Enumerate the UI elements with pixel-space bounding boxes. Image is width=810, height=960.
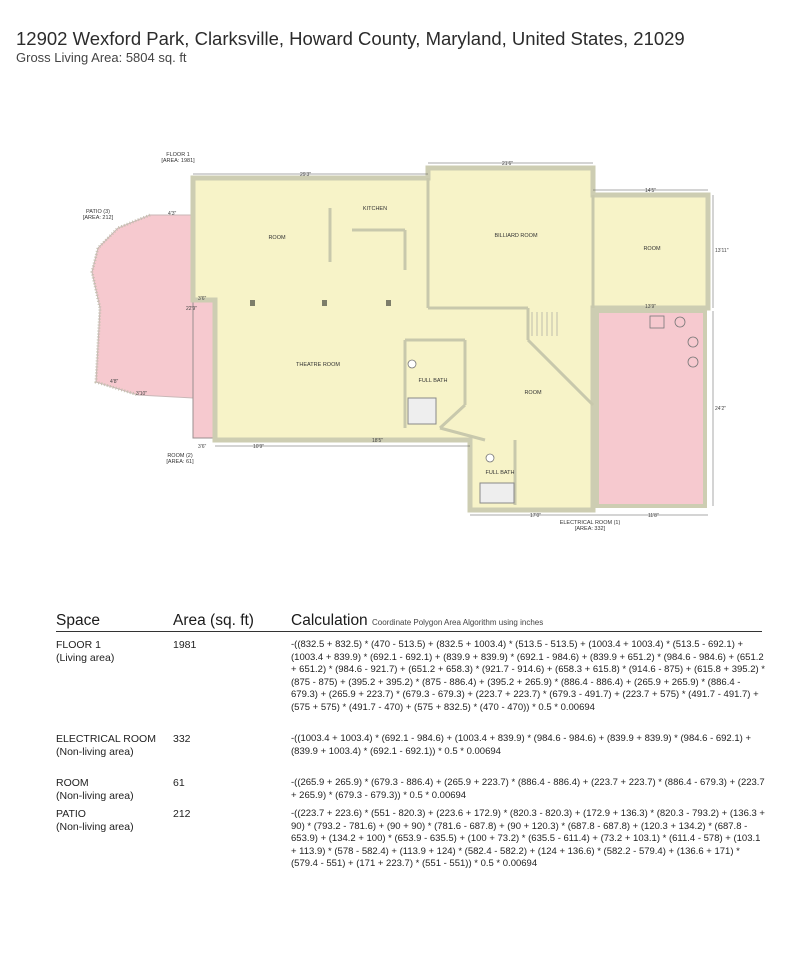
dim-left-height: 22'9" (186, 306, 198, 312)
floor1-label: FLOOR 1 (166, 152, 190, 158)
dim-right-elec: 24'2" (715, 406, 727, 412)
header-calc-label: Calculation (291, 612, 368, 629)
space-calculation: -((223.7 + 223.6) * (551 - 820.3) + (223.6 + 172.9) * (820.3 - 820.3) + (172.9 + 136.3) * (820.3 - 793.2) + (136.3 + 90) * (793.2 - 781.6) + (90 + 90) * (781.6 - 687.8) + (90 + 120.3) * (687.8 - 687.8) + (120.3 + 134.2) * (687.8 - 653.9) + (134.2 + 100) * (653.9 - 635.5) + (100 + 73.2) * (635.5 - 611.4) + (73.2 + 103.1) * (611.4 - 578) + (103.1 + 113.9) * (578 - 582.4) + (113.9 + 124) * (582.4 - 582.2) + (124 + 136.6) * (582.2 - 579.4) + (136.6 + 171) * (579.4 - 551) + (171 + 223.7) * (551 - 551)) * 0.5 * 0.00694 (291, 808, 765, 870)
dim-top-left: 29'3" (300, 172, 312, 178)
dim-room2-bottom: 3'6" (198, 444, 207, 450)
header-calculation (291, 612, 543, 630)
floor1-area-label: [AREA: 1981] (161, 158, 195, 164)
space-name: ROOM (56, 777, 89, 789)
room-a-label: ROOM (268, 235, 286, 241)
theatre-label: THEATRE ROOM (296, 362, 340, 368)
dim-top-right: 14'5" (645, 188, 657, 194)
full-bath-2-label: FULL BATH (485, 470, 515, 476)
dim-right-upper: 13'9" (645, 304, 657, 310)
billiard-label: BILLIARD ROOM (494, 233, 538, 239)
dim-top-mid: 21'6" (502, 161, 514, 167)
dim-bottom-left: 10'9" (253, 444, 265, 450)
space-type: (Non-living area) (56, 790, 134, 803)
space-area: 212 (173, 808, 191, 820)
space-name: ELECTRICAL ROOM (56, 733, 156, 745)
space-calculation: -((832.5 + 832.5) * (470 - 513.5) + (832.5 + 1003.4) * (513.5 - 513.5) + (1003.4 + 1003.4) * (513.5 - 692.1) + (1003.4 + 839.9) * (692.1 - 692.1) + (839.9 + 839.9) * (692.1 - 984.6) + (839.9 + 651.2) * (984.6 - 984.6) + (651.2 + 651.2) * (984.6 - 921.7) + (651.2 + 658.3) * (921.7 - 914.6) + (658.3 + 615.8) * (914.6 - 875) + (615.8 + 395.2) * (875 - 875) + (395.2 + 395.2) * (875 - 886.4) + (395.2 + 265.9) * (886.4 - 886.4) + (265.9 + 265.9) * (886.4 - 679.3) + (265.9 + 223.7) * (679.3 - 679.3) + (223.7 + 223.7) * (679.3 - 491.7) + (223.7 + 575) * (491.7 - 491.7) + (575 + 575) * (491.7 - 470) + (575 + 832.5) * (470 - 470)) * 0.5 * 0.00694 (291, 639, 765, 713)
dim-bottom-right-b: 11'8" (648, 513, 659, 519)
patio-label: PATIO (3) (86, 209, 110, 215)
dim-patio-bottom: 4'8" (110, 379, 119, 385)
header-space: Space (56, 612, 100, 629)
dim-patio-top: 4'3" (168, 211, 177, 217)
room-2-area (193, 300, 215, 438)
header-area: Area (sq. ft) (173, 612, 254, 629)
patio-area (92, 215, 193, 398)
space-area: 332 (173, 733, 191, 745)
header-divider (56, 631, 762, 632)
electrical-room-area (597, 311, 705, 506)
space-name: PATIO (56, 808, 86, 820)
space-name: FLOOR 1 (56, 639, 101, 651)
dim-bottom-mid: 18'5" (372, 438, 384, 444)
patio-area-label: [AREA: 212] (82, 215, 114, 221)
floor-plan (0, 140, 810, 540)
dim-bottom-right-a: 17'0" (530, 513, 542, 519)
room2-label: ROOM (2) (167, 453, 193, 459)
dim-patio-stub: 3'6" (198, 296, 207, 302)
space-type: (Living area) (56, 652, 115, 665)
room2-area-label: [AREA: 61] (166, 459, 194, 465)
room-c-label: ROOM (524, 390, 542, 396)
space-area: 1981 (173, 639, 197, 651)
gross-living-area: Gross Living Area: 5804 sq. ft (16, 50, 187, 65)
space-type: (Non-living area) (56, 746, 134, 759)
header-calc-note: Coordinate Polygon Area Algorithm using inches (372, 618, 544, 627)
space-area: 61 (173, 777, 185, 789)
space-type: (Non-living area) (56, 821, 134, 834)
property-address-title: 12902 Wexford Park, Clarksville, Howard County, Maryland, United States, 21029 (16, 28, 685, 49)
electrical-area-label: [AREA: 332] (574, 526, 606, 532)
dim-patio-bottom-b: 3'10" (136, 391, 148, 397)
space-calculation: -((1003.4 + 1003.4) * (692.1 - 984.6) + (1003.4 + 839.9) * (984.6 - 984.6) + (839.9 + 839.9) * (984.6 - 692.1) + (839.9 + 1003.4) * (692.1 - 692.1)) * 0.5 * 0.00694 (291, 733, 751, 757)
full-bath-1-label: FULL BATH (418, 378, 448, 384)
dim-right-room: 13'11" (715, 248, 729, 254)
room-b-label: ROOM (643, 246, 661, 252)
kitchen-label: KITCHEN (362, 206, 388, 212)
space-calculation: -((265.9 + 265.9) * (679.3 - 886.4) + (265.9 + 223.7) * (886.4 - 886.4) + (223.7 + 223.7) * (886.4 - 679.3) + (223.7 + 265.9) * (679.3 - 679.3)) * 0.5 * 0.00694 (291, 777, 765, 801)
electrical-label: ELECTRICAL ROOM (1) (559, 520, 621, 526)
